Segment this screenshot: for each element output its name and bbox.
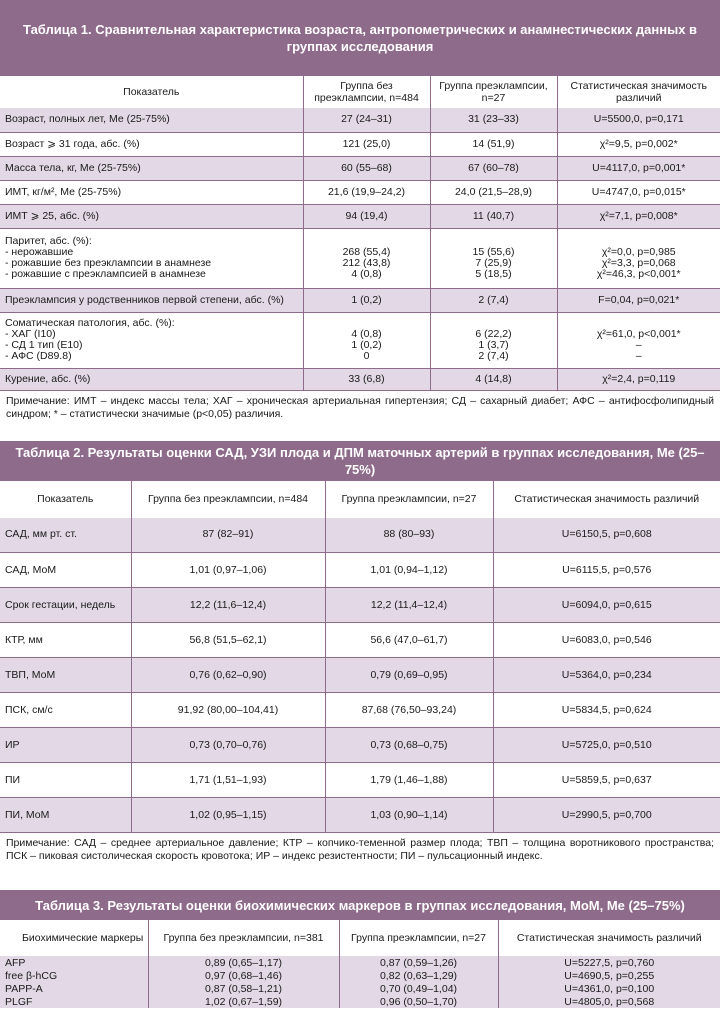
table-row — [0, 180, 720, 204]
header-group-preeclampsia: Группа преэклампсии, n=27 — [325, 481, 493, 518]
table-row — [0, 288, 720, 312]
cell-indicator — [0, 288, 303, 312]
cell-significance — [493, 798, 720, 833]
cell-line: U=6115,5, p=0,576 — [562, 563, 652, 576]
cell-content — [436, 374, 552, 385]
cell-line: 4 (0,8) — [351, 268, 382, 280]
cell-line: 67 (60–78) — [468, 161, 519, 174]
cell-content — [563, 374, 716, 385]
cell-content — [436, 295, 552, 306]
cell-line: 14 (51,9) — [472, 137, 515, 150]
cell-indicator — [0, 658, 131, 693]
cell-line: 0,76 (0,62–0,90) — [189, 668, 267, 681]
table-row — [0, 553, 720, 588]
cell-line: 1,01 (0,94–1,12) — [370, 563, 448, 576]
cell-line: 0,70 (0,49–1,04) — [379, 982, 458, 995]
cell-group-1 — [131, 658, 325, 693]
cell-content — [436, 139, 552, 150]
cell-line: САД, мм рт. ст. — [5, 528, 77, 541]
cell-line: ТВП, МоМ — [5, 668, 56, 681]
cell-indicator — [0, 693, 131, 728]
cell-line: 1 (0,2) — [351, 339, 382, 351]
cell-line: U=5364,0, p=0,234 — [561, 668, 652, 681]
cell-group-2 — [339, 969, 498, 982]
cell-line: 4 (14,8) — [475, 372, 512, 385]
cell-line: ИМТ, кг/м², Ме (25-75%) — [5, 185, 122, 198]
table-row — [0, 312, 720, 368]
table-2-grid — [0, 481, 720, 834]
cell-line: 56,8 (51,5–62,1) — [189, 633, 267, 646]
cell-content — [563, 114, 716, 125]
cell-group-2 — [339, 995, 498, 1008]
cell-content — [436, 114, 552, 125]
cell-content — [309, 163, 425, 174]
cell-line: - АФС (D89.8) — [5, 350, 72, 362]
cell-line: 0,82 (0,63–1,29) — [379, 969, 458, 982]
cell-content — [563, 295, 716, 306]
table-row — [0, 995, 720, 1008]
cell-indicator — [0, 132, 303, 156]
cell-line: - нерожавшие — [5, 246, 74, 258]
cell-group-1 — [303, 108, 430, 132]
cell-line: ПИ, МоМ — [5, 808, 50, 821]
header-group-no-preeclampsia: Группа без преэклампсии, n=484 — [303, 76, 430, 108]
cell-group-2 — [430, 180, 557, 204]
cell-line: 212 (43,8) — [342, 257, 391, 269]
cell-line: Возраст, полных лет, Ме (25-75%) — [5, 113, 170, 126]
cell-line: 0,96 (0,50–1,70) — [379, 995, 458, 1008]
cell-group-2 — [325, 623, 493, 658]
table-row — [0, 693, 720, 728]
cell-group-1 — [148, 982, 339, 995]
cell-line: 56,6 (47,0–61,7) — [370, 633, 448, 646]
cell-significance — [557, 108, 720, 132]
cell-line: 21,6 (19,9–24,2) — [327, 185, 406, 198]
cell-marker — [0, 969, 148, 982]
cell-group-2 — [430, 132, 557, 156]
cell-indicator — [0, 180, 303, 204]
cell-line: U=4361,0, p=0,100 — [564, 982, 655, 995]
cell-significance — [498, 969, 720, 982]
cell-line: - рожавшие без преэклампсии в анамнезе — [5, 257, 212, 269]
cell-line: 33 (6,8) — [348, 372, 385, 385]
cell-group-1 — [131, 518, 325, 553]
cell-indicator — [0, 588, 131, 623]
table-row — [0, 368, 720, 390]
cell-significance — [493, 763, 720, 798]
cell-significance — [493, 658, 720, 693]
cell-line: 0,79 (0,69–0,95) — [370, 668, 448, 681]
cell-group-1 — [303, 180, 430, 204]
cell-group-2 — [430, 204, 557, 228]
cell-line: χ²=9,5, p=0,002* — [599, 137, 678, 150]
cell-content — [5, 211, 298, 222]
cell-marker — [0, 982, 148, 995]
cell-line: U=5227,5, p=0,760 — [564, 956, 655, 969]
cell-indicator — [0, 204, 303, 228]
cell-group-2 — [325, 588, 493, 623]
cell-content — [563, 139, 716, 150]
cell-group-2 — [325, 763, 493, 798]
cell-content — [563, 187, 716, 198]
cell-indicator — [0, 553, 131, 588]
header-group-preeclampsia: Группа преэклампсии, n=27 — [430, 76, 557, 108]
cell-line: – — [635, 350, 642, 362]
header-indicator: Показатель — [0, 481, 131, 518]
cell-group-1 — [303, 312, 430, 368]
cell-line: ПИ — [5, 773, 21, 786]
cell-line: 0 — [363, 350, 370, 362]
header-indicator: Показатель — [0, 76, 303, 108]
cell-line: САД, МоМ — [5, 563, 57, 576]
cell-line: 1,03 (0,90–1,14) — [370, 808, 448, 821]
table-row — [0, 588, 720, 623]
cell-group-1 — [303, 288, 430, 312]
table-row — [0, 518, 720, 553]
cell-line: 6 (22,2) — [475, 328, 512, 340]
cell-significance — [557, 228, 720, 288]
cell-significance — [557, 156, 720, 180]
cell-group-2 — [430, 368, 557, 390]
cell-line: χ²=0,0, p=0,985 — [601, 246, 676, 258]
cell-line: U=4805,0, p=0,568 — [564, 995, 655, 1008]
cell-line: χ²=2,4, p=0,119 — [602, 372, 676, 385]
table-3-title: Таблица 3. Результаты оценки биохимических маркеров в группах исследования, МоМ, Ме (25–75%) — [0, 890, 720, 920]
cell-content — [309, 114, 425, 125]
cell-line: PAPP-A — [5, 982, 43, 995]
cell-content — [436, 211, 552, 222]
table-3 — [0, 890, 720, 1008]
table-1 — [0, 0, 720, 431]
cell-line: - рожавшие с преэклампсией в анамнезе — [5, 268, 206, 280]
cell-line: U=2990,5, p=0,700 — [561, 808, 652, 821]
cell-group-2 — [430, 108, 557, 132]
cell-group-1 — [131, 623, 325, 658]
cell-line: 5 (18,5) — [475, 268, 512, 280]
cell-line: U=5500,0, p=0,171 — [593, 113, 684, 126]
cell-group-2 — [430, 156, 557, 180]
cell-content — [436, 187, 552, 198]
cell-significance — [498, 956, 720, 969]
cell-significance — [493, 588, 720, 623]
cell-content — [5, 374, 298, 385]
cell-line: Масса тела, кг, Ме (25-75%) — [5, 161, 141, 174]
table-row — [0, 728, 720, 763]
cell-line: 27 (24–31) — [341, 113, 392, 126]
cell-line: 268 (55,4) — [342, 246, 391, 258]
cell-group-2 — [325, 798, 493, 833]
cell-indicator — [0, 228, 303, 288]
cell-content — [5, 139, 298, 150]
cell-line: 1,79 (1,46–1,88) — [370, 773, 448, 786]
cell-group-2 — [325, 728, 493, 763]
table-3-header-row — [0, 920, 720, 956]
cell-indicator — [0, 368, 303, 390]
cell-line: 0,73 (0,70–0,76) — [189, 738, 267, 751]
cell-line: 2 (7,4) — [478, 293, 509, 306]
cell-content — [563, 163, 716, 174]
cell-line: 0,89 (0,65–1,17) — [204, 956, 283, 969]
cell-line: – — [635, 339, 642, 351]
cell-group-1 — [131, 588, 325, 623]
cell-significance — [498, 995, 720, 1008]
table-row — [0, 108, 720, 132]
table-row — [0, 969, 720, 982]
cell-indicator — [0, 156, 303, 180]
cell-line: χ²=7,1, p=0,008* — [599, 209, 678, 222]
cell-content — [309, 295, 425, 306]
cell-line: Возраст ⩾ 31 года, абс. (%) — [5, 137, 140, 150]
cell-line: U=5725,0, p=0,510 — [561, 738, 652, 751]
cell-line: 1,02 (0,67–1,59) — [204, 995, 283, 1008]
table-1-note: Примечание: ИМТ – индекс массы тела; ХАГ – хроническая артериальная гипертензия; СД – сахарный диабет; АФС – антифосфолипидный синдром; * – статистически значимые (p<0,05) различия. — [6, 394, 714, 420]
cell-indicator — [0, 312, 303, 368]
cell-significance — [557, 204, 720, 228]
table-2-note: Примечание: САД – среднее артериальное давление; КТР – копчико-теменной размер плода; ТВП – толщина воротникового пространства; ПСК – пиковая систолическая скорость кровотока; ИР – индекс резистентности; ПИ – пульсационный индекс. — [6, 837, 714, 862]
cell-group-2 — [339, 982, 498, 995]
cell-line: 1,02 (0,95–1,15) — [189, 808, 267, 821]
cell-line: 0,73 (0,68–0,75) — [370, 738, 448, 751]
header-group-no-preeclampsia: Группа без преэклампсии, n=484 — [131, 481, 325, 518]
table-row — [0, 658, 720, 693]
cell-content — [563, 236, 716, 280]
cell-line: ПСК, см/с — [5, 703, 53, 716]
table-row — [0, 228, 720, 288]
cell-indicator — [0, 728, 131, 763]
cell-content — [309, 139, 425, 150]
cell-line: Соматическая патология, абс. (%): — [5, 317, 175, 329]
cell-significance — [493, 623, 720, 658]
cell-line: free β-hCG — [5, 969, 58, 982]
cell-line: 2 (7,4) — [478, 350, 509, 362]
cell-significance — [493, 693, 720, 728]
table-2-body — [0, 518, 720, 833]
cell-content — [5, 163, 298, 174]
table-row — [0, 623, 720, 658]
cell-content — [5, 187, 298, 198]
cell-line: U=5859,5, p=0,637 — [561, 773, 652, 786]
cell-content — [563, 211, 716, 222]
cell-line: 24,0 (21,5–28,9) — [454, 185, 533, 198]
cell-content — [309, 211, 425, 222]
cell-group-1 — [303, 204, 430, 228]
cell-group-1 — [148, 995, 339, 1008]
cell-content — [5, 114, 298, 125]
table-1-title: Таблица 1. Сравнительная характеристика возраста, антропометрических и анамнестических данных в группах исследования — [0, 0, 720, 76]
cell-indicator — [0, 518, 131, 553]
cell-content — [436, 318, 552, 362]
cell-line: F=0,04, p=0,021* — [598, 293, 680, 306]
cell-line: χ²=46,3, p<0,001* — [596, 268, 681, 280]
cell-content — [563, 318, 716, 362]
cell-line: 60 (55–68) — [341, 161, 392, 174]
cell-group-2 — [325, 693, 493, 728]
table-row — [0, 798, 720, 833]
table-2-title: Таблица 2. Результаты оценки САД, УЗИ плода и ДПМ маточных артерий в группах исследования, Ме (25–75%) — [0, 441, 720, 481]
cell-content — [309, 318, 425, 362]
cell-line: - СД 1 тип (E10) — [5, 339, 83, 351]
cell-content — [436, 163, 552, 174]
cell-line: 1 (3,7) — [478, 339, 509, 351]
cell-significance — [557, 132, 720, 156]
table-1-body — [0, 108, 720, 390]
header-significance: Статистическая значимость различий — [514, 493, 700, 505]
cell-group-1 — [303, 156, 430, 180]
cell-content — [309, 236, 425, 280]
cell-line: U=4690,5, p=0,255 — [564, 969, 655, 982]
cell-line: Преэклампсия у родственников первой степени, абс. (%) — [5, 293, 284, 306]
cell-line: ИР — [5, 738, 20, 751]
table-3-body — [0, 956, 720, 1008]
table-row — [0, 982, 720, 995]
header-markers: Биохимические маркеры — [0, 920, 148, 956]
cell-line: 12,2 (11,6–12,4) — [189, 598, 267, 611]
cell-line: PLGF — [5, 995, 33, 1008]
cell-group-1 — [131, 553, 325, 588]
cell-marker — [0, 995, 148, 1008]
table-row — [0, 204, 720, 228]
cell-line: U=6083,0, p=0,546 — [561, 633, 652, 646]
cell-line: 0,97 (0,68–1,46) — [204, 969, 283, 982]
cell-group-1 — [131, 728, 325, 763]
cell-indicator — [0, 108, 303, 132]
cell-line: ИМТ ⩾ 25, абс. (%) — [5, 209, 100, 222]
cell-group-1 — [148, 969, 339, 982]
table-row — [0, 763, 720, 798]
table-1-grid — [0, 76, 720, 391]
cell-line: 1,01 (0,97–1,06) — [189, 563, 267, 576]
cell-group-1 — [303, 228, 430, 288]
cell-line: 7 (25,9) — [475, 257, 512, 269]
cell-indicator — [0, 798, 131, 833]
cell-content — [436, 236, 552, 280]
cell-group-2 — [325, 553, 493, 588]
cell-line: 94 (19,4) — [345, 209, 388, 222]
cell-significance — [493, 728, 720, 763]
cell-group-1 — [303, 132, 430, 156]
cell-group-2 — [325, 518, 493, 553]
cell-line: U=6150,5, p=0,608 — [561, 528, 652, 541]
cell-line: Курение, абс. (%) — [5, 372, 91, 385]
cell-line: U=5834,5, p=0,624 — [561, 703, 652, 716]
header-significance: Статистическая значимость различий — [570, 80, 707, 104]
cell-significance — [557, 312, 720, 368]
cell-line: - ХАГ (I10) — [5, 328, 56, 340]
cell-line: 87,68 (76,50–93,24) — [361, 703, 457, 716]
cell-indicator — [0, 623, 131, 658]
cell-content — [309, 187, 425, 198]
table-2-header-row — [0, 481, 720, 518]
cell-group-2 — [339, 956, 498, 969]
table-row — [0, 956, 720, 969]
cell-line: 15 (55,6) — [472, 246, 515, 258]
cell-line: 0,87 (0,59–1,26) — [379, 956, 458, 969]
cell-significance — [557, 288, 720, 312]
cell-significance — [557, 180, 720, 204]
header-group-preeclampsia: Группа преэклампсии, n=27 — [339, 920, 498, 956]
cell-line: Срок гестации, недель — [5, 598, 116, 611]
cell-group-2 — [325, 658, 493, 693]
cell-line: 121 (25,0) — [342, 137, 391, 150]
cell-line: 91,92 (80,00–104,41) — [177, 703, 279, 716]
cell-content — [5, 295, 298, 306]
header-significance: Статистическая значимость различий — [516, 932, 702, 944]
cell-content — [309, 374, 425, 385]
cell-content — [5, 236, 298, 280]
cell-line: 12,2 (11,4–12,4) — [370, 598, 448, 611]
cell-group-1 — [131, 798, 325, 833]
cell-content — [5, 318, 298, 362]
cell-group-1 — [131, 763, 325, 798]
cell-line: 4 (0,8) — [351, 328, 382, 340]
cell-group-1 — [303, 368, 430, 390]
cell-line: AFP — [5, 956, 26, 969]
cell-group-2 — [430, 312, 557, 368]
header-group-no-preeclampsia: Группа без преэклампсии, n=381 — [148, 920, 339, 956]
table-row — [0, 156, 720, 180]
cell-group-1 — [131, 693, 325, 728]
cell-marker — [0, 956, 148, 969]
cell-significance — [498, 982, 720, 995]
cell-line: 11 (40,7) — [472, 209, 515, 222]
cell-line: 1,71 (1,51–1,93) — [189, 773, 267, 786]
table-row — [0, 132, 720, 156]
cell-line: χ²=3,3, p=0,068 — [601, 257, 676, 269]
cell-line: Паритет, абс. (%): — [5, 235, 92, 247]
cell-significance — [493, 518, 720, 553]
cell-line: 88 (80–93) — [383, 528, 435, 541]
cell-group-1 — [148, 956, 339, 969]
cell-line: U=4117,0, p=0,001* — [592, 161, 686, 174]
cell-line: χ²=61,0, p<0,001* — [596, 328, 681, 340]
cell-significance — [557, 368, 720, 390]
cell-line: U=4747,0, p=0,015* — [591, 185, 686, 198]
cell-line: 0,87 (0,58–1,21) — [204, 982, 283, 995]
cell-line: КТР, мм — [5, 633, 43, 646]
cell-indicator — [0, 763, 131, 798]
cell-significance — [493, 553, 720, 588]
cell-line: 1 (0,2) — [351, 293, 382, 306]
table-2 — [0, 441, 720, 874]
cell-line: 87 (82–91) — [202, 528, 254, 541]
table-1-header-row — [0, 76, 720, 108]
cell-line: U=6094,0, p=0,615 — [561, 598, 652, 611]
cell-line: 31 (23–33) — [468, 113, 519, 126]
table-3-grid — [0, 920, 720, 1008]
cell-group-2 — [430, 228, 557, 288]
cell-group-2 — [430, 288, 557, 312]
